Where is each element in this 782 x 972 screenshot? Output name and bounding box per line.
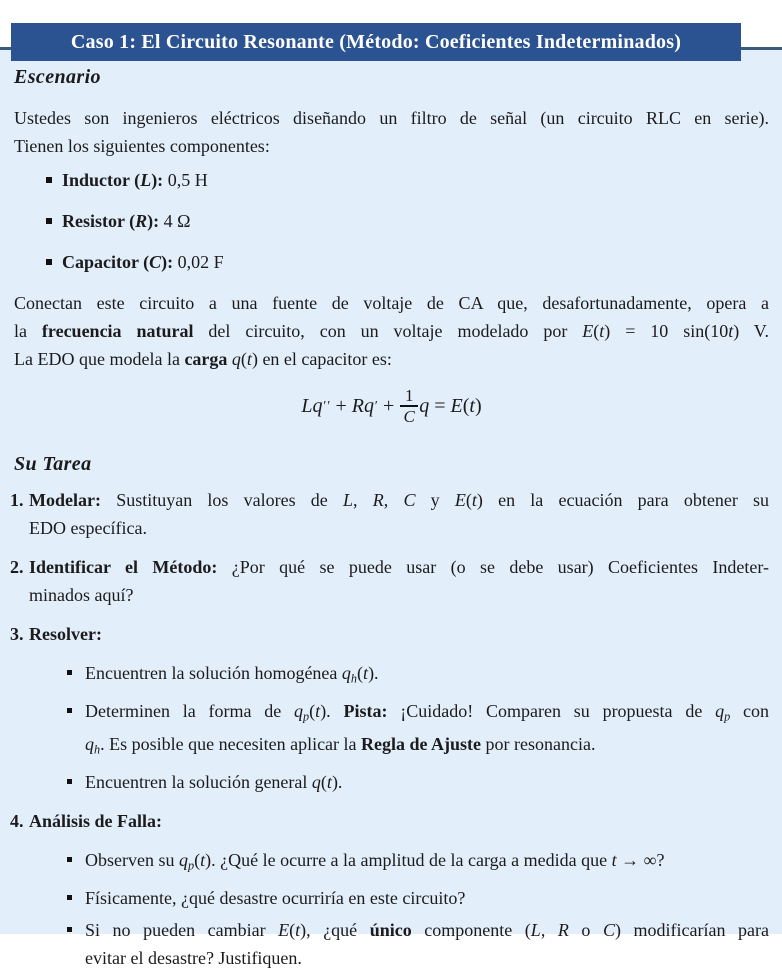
fraction-denominator: C — [403, 407, 415, 426]
component-list — [14, 166, 769, 276]
voltage-line-2: la frecuencia natural del circuito, con un voltaje modelado por E(t) = 10 sin(10t) V. — [14, 321, 769, 341]
task-item-3 — [10, 620, 769, 796]
task2-line-2: minados aquí? — [29, 585, 134, 605]
case-title-banner — [11, 23, 741, 61]
list-item: Si no pueden cambiar E(t), ¿qué único componente (L, R o C) modificarían para evitar el desastre? Justifiquen. — [29, 916, 769, 972]
list-item: Encuentren la solución general q(t). — [29, 768, 769, 796]
escenario-heading: Escenario — [14, 66, 101, 88]
equation-rhs: q = E ( t ) — [419, 395, 482, 417]
bullet-square-icon — [67, 708, 72, 713]
voltage-paragraph — [14, 289, 769, 373]
list-item-capacitor: Capacitor (C): 0,02 F — [14, 248, 769, 276]
task1-line-2: EDO específica. — [29, 518, 147, 538]
case-box — [0, 47, 782, 968]
task4-heading: Análisis de Falla: — [29, 811, 163, 832]
page-title: Caso 1: El Circuito Resonante (Método: Coeficientes Indeterminados) — [70, 30, 682, 53]
list-item: Encuentren la solución homogénea $q_h(t)$. — [29, 659, 769, 693]
bullet-square-icon — [67, 670, 72, 675]
task-item-4 — [10, 807, 769, 972]
case-box-content — [0, 50, 782, 972]
bullet-square-icon — [67, 857, 72, 862]
fraction-one-over-C — [400, 386, 418, 426]
task-item-2 — [10, 553, 769, 609]
bullet-square-icon — [46, 177, 52, 183]
task1-line-1: Modelar: Sustituyan los valores de L, R, C y E(t) en la ecuación para obtener su — [29, 490, 770, 510]
task-number: 3. — [10, 624, 24, 644]
bullet-square-icon — [67, 927, 72, 932]
task-number: 4. — [10, 811, 24, 832]
bullet-square-icon — [67, 779, 72, 784]
task-number: 1. — [10, 490, 24, 510]
task-item-1 — [10, 486, 770, 542]
list-item: Determinen la forma de $q_p(t)$. Pista: ¡Cuidado! Comparen su propuesta de $q_p$ con $q_h$. Es posible que necesiten aplicar la Regla de Ajuste por resonancia. — [29, 697, 769, 764]
intro-line-1: Ustedes son ingenieros eléctricos diseñando un filtro de señal (un circuito RLC en serie). — [14, 108, 769, 128]
list-item-inductor: Inductor (L): 0,5 H — [14, 166, 769, 194]
bullet-square-icon — [46, 259, 52, 265]
task-number: 2. — [10, 557, 24, 577]
intro-paragraph — [14, 104, 769, 160]
task-list — [10, 486, 770, 972]
ode-equation — [14, 379, 769, 433]
task3-bullet-list — [29, 659, 769, 796]
bullet-square-icon — [67, 895, 72, 900]
tarea-heading: Su Tarea — [14, 453, 92, 475]
task4-bullet-list — [29, 846, 769, 972]
voltage-line-1: Conectan este circuito a una fuente de voltaje de CA que, desafortunadamente, opera a — [14, 293, 769, 313]
equation-lhs: Lq ′′ + Rq ′ + — [301, 395, 400, 417]
task3-heading: Resolver: — [29, 624, 102, 644]
list-item-resistor: Resistor (R): 4 Ω — [14, 207, 769, 235]
fraction-numerator: 1 — [404, 386, 414, 405]
list-item: Físicamente, ¿qué desastre ocurriría en este circuito? — [29, 884, 769, 912]
bullet-square-icon — [46, 218, 52, 224]
intro-line-2: Tienen los siguientes componentes: — [14, 136, 270, 156]
voltage-line-3: La EDO que modela la carga q(t) en el capacitor es: — [14, 349, 392, 369]
list-item: Observen su $q_p(t)$. ¿Qué le ocurre a la amplitud de la carga a medida que t → ∞? — [29, 846, 769, 880]
task2-line-1: Identificar el Método: ¿Por qué se puede usar (o se debe usar) Coeficientes Indeter- — [29, 557, 769, 577]
